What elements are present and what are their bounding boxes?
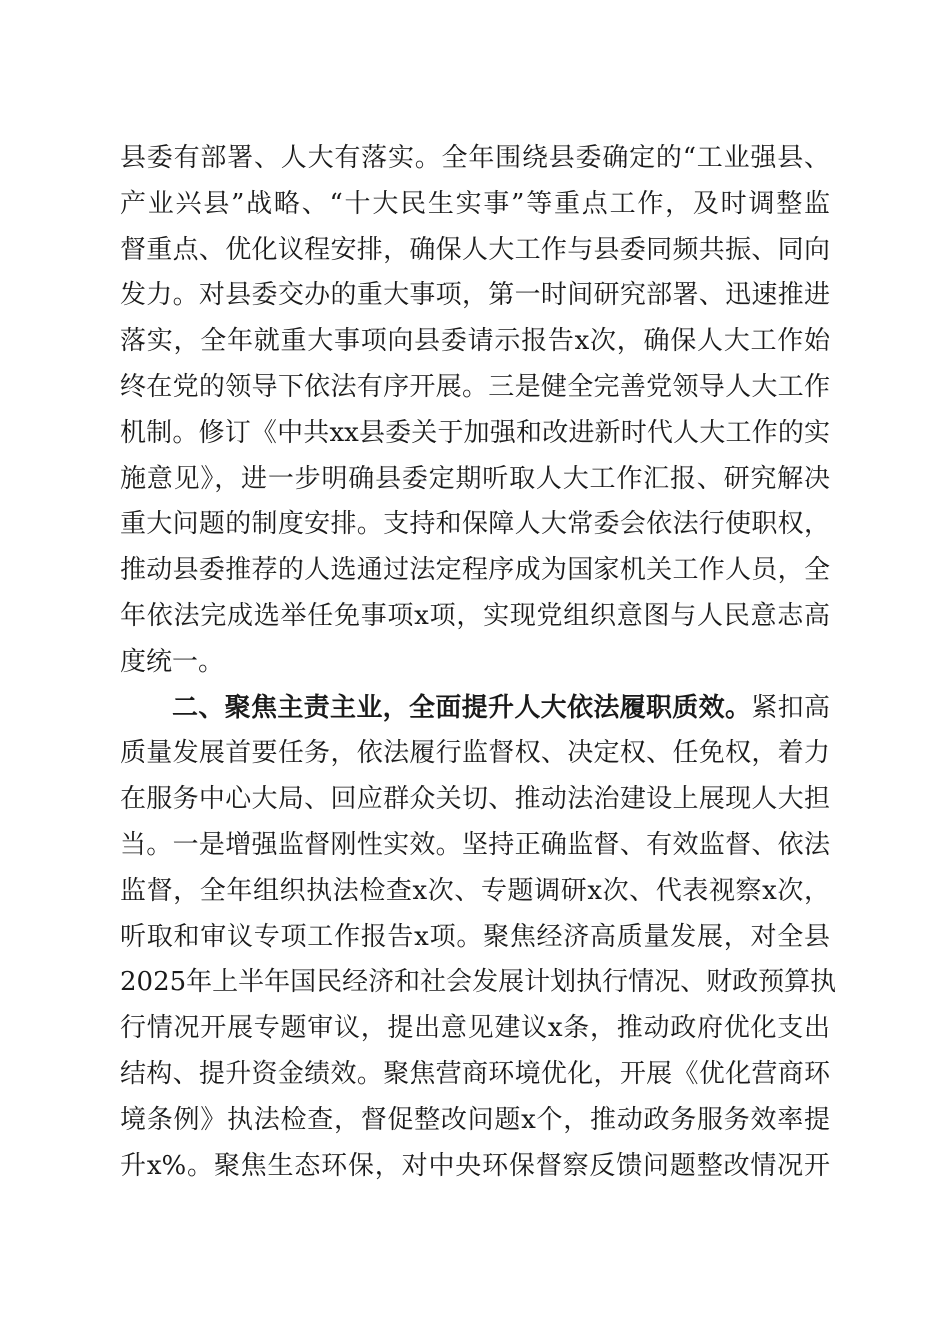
- text-line: 施意见》，进一步明确县委定期听取人大工作汇报、研究解决: [120, 463, 830, 494]
- text-line: 境条例》执法检查，督促整改问题x个，推动政务服务效率提: [120, 1104, 830, 1135]
- text-line-last: 度统一。: [120, 646, 225, 677]
- text-line: 落实，全年就重大事项向县委请示报告x次，确保人大工作始: [120, 326, 830, 357]
- paragraph-2: [120, 686, 837, 1190]
- text-line: 年依法完成选举任免事项x项，实现党组织意图与人民意志高: [120, 600, 830, 631]
- text-line: 2025年上半年国民经济和社会发展计划执行情况、财政预算执: [120, 967, 837, 998]
- section-heading-line: [120, 686, 830, 732]
- text-line: 升x%。聚焦生态环保，对中央环保督察反馈问题整改情况开: [120, 1150, 830, 1181]
- text-line: 质量发展首要任务，依法履行监督权、决定权、任免权，着力: [120, 738, 830, 769]
- text-line: 结构、提升资金绩效。聚焦营商环境优化，开展《优化营商环: [120, 1058, 830, 1089]
- section-heading: 二、聚焦主责主业，全面提升人大依法履职质效。: [172, 692, 752, 723]
- text-line: 监督，全年组织执法检查x次、专题调研x次、代表视察x次，: [120, 875, 830, 906]
- paragraph-1: [120, 136, 830, 686]
- text-line: 行情况开展专题审议，提出意见建议x条，推动政府优化支出: [120, 1013, 830, 1044]
- text-line: 当。一是增强监督刚性实效。坚持正确监督、有效监督、依法: [120, 829, 830, 860]
- text-line: 县委有部署、人大有落实。全年围绕县委确定的“工业强县、: [120, 143, 830, 173]
- document-body: [120, 136, 837, 1189]
- text-line: 重大问题的制度安排。支持和保障人大常委会依法行使职权，: [120, 509, 830, 540]
- text-line: 督重点、优化议程安排，确保人大工作与县委同频共振、同向: [120, 234, 830, 265]
- text-line: 在服务中心大局、回应群众关切、推动法治建设上展现人大担: [120, 784, 830, 815]
- text-line: 机制。修订《中共xx县委关于加强和改进新时代人大工作的实: [120, 417, 830, 448]
- heading-line-rest: 紧扣高: [751, 692, 830, 723]
- text-line: 产业兴县”战略、“十大民生实事”等重点工作，及时调整监: [120, 188, 830, 219]
- text-line: 推动县委推荐的人选通过法定程序成为国家机关工作人员，全: [120, 555, 830, 586]
- text-line: 听取和审议专项工作报告x项。聚焦经济高质量发展，对全县: [120, 921, 830, 952]
- text-line: 终在党的领导下依法有序开展。三是健全完善党领导人大工作: [120, 371, 830, 402]
- text-line: 发力。对县委交办的重大事项，第一时间研究部署、迅速推进: [120, 280, 830, 311]
